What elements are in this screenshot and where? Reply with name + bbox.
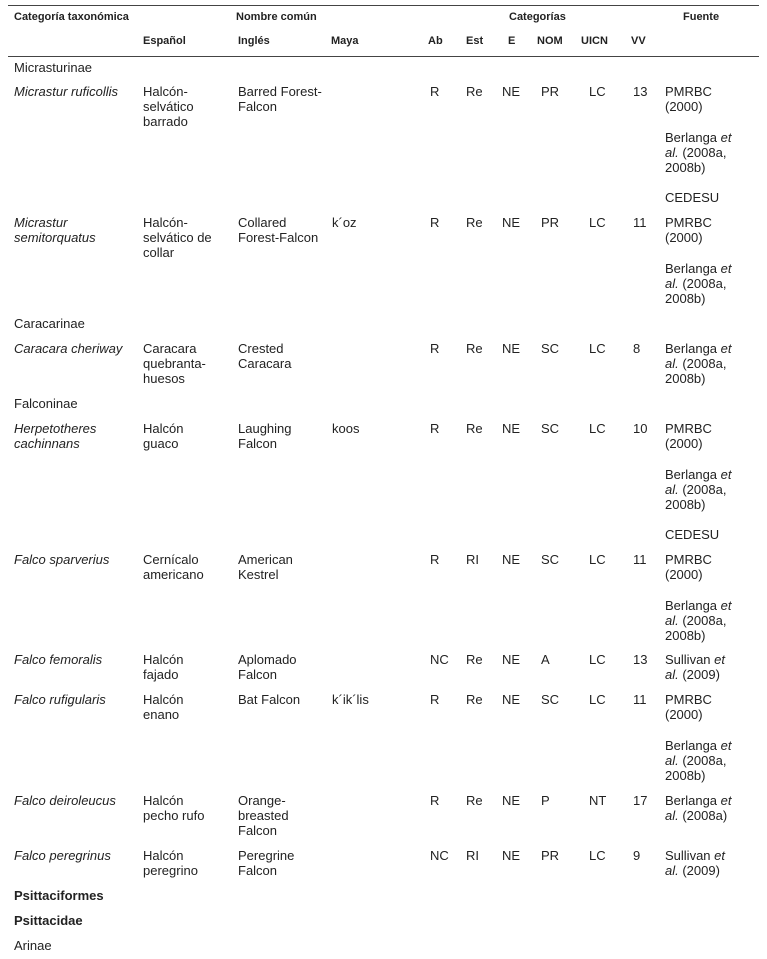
header-maya: Maya — [331, 35, 359, 47]
e-value: NE — [502, 421, 521, 436]
scientific-name-line: Caracara cheriway — [14, 341, 123, 356]
header-uicn: UICN — [581, 35, 608, 47]
source-entry: PMRBC (2000) — [665, 552, 712, 582]
spanish-name — [143, 552, 204, 582]
e-value: NE — [502, 848, 521, 863]
spanish-name-line: peregrino — [143, 863, 198, 878]
scientific-name — [14, 793, 116, 808]
header-espanol: Español — [143, 35, 186, 47]
spanish-name — [143, 692, 183, 722]
vv-value: 13 — [633, 652, 648, 667]
uicn-value: LC — [589, 215, 606, 230]
header-vv: VV — [631, 35, 646, 47]
scientific-name-line: Micrastur — [14, 215, 68, 230]
scientific-name-line: Herpetotheres — [14, 421, 97, 436]
ab-value: R — [430, 421, 440, 436]
scientific-name-line: Falco rufigularis — [14, 692, 106, 707]
english-name-line: Laughing — [238, 421, 292, 436]
spanish-name-line: guaco — [143, 436, 179, 451]
english-name — [238, 793, 289, 838]
source-entry: PMRBC (2000) — [665, 215, 712, 245]
vv-value: 10 — [633, 421, 648, 436]
english-name-line: Crested — [238, 341, 284, 356]
spanish-name — [143, 215, 212, 260]
spanish-name-line: huesos — [143, 371, 185, 386]
e-value: NE — [502, 341, 521, 356]
scientific-name — [14, 692, 106, 707]
scientific-name — [14, 552, 109, 567]
e-value: NE — [502, 552, 521, 567]
est-value: Re — [466, 341, 483, 356]
scientific-name — [14, 341, 122, 356]
ab-value: R — [430, 84, 440, 99]
spanish-name-line: quebranta- — [143, 356, 206, 371]
uicn-value: LC — [589, 84, 606, 99]
nom-value: SC — [541, 692, 560, 707]
scientific-name-line: Falco deiroleucus — [14, 793, 116, 808]
spanish-name — [143, 848, 198, 878]
est-value: Re — [466, 215, 483, 230]
nom-value: SC — [541, 552, 560, 567]
english-name — [238, 341, 291, 371]
nom-value: PR — [541, 848, 560, 863]
group-caracarinae: Caracarinae — [14, 316, 85, 331]
header-est: Est — [466, 35, 484, 47]
spanish-name — [143, 652, 183, 682]
nom-value: SC — [541, 421, 560, 436]
spanish-name — [143, 421, 183, 451]
header-categoria-taxonomica: Categoría taxonómica — [14, 11, 129, 23]
group-psittaciformes: Psittaciformes — [14, 888, 104, 903]
est-value: RI — [466, 552, 479, 567]
spanish-name-line: Halcón — [143, 421, 184, 436]
scientific-name-line: Micrastur ruficollis — [14, 84, 119, 99]
est-value: Re — [466, 652, 483, 667]
english-name-line: Forest-Falcon — [238, 230, 319, 245]
english-name-line: Orange- — [238, 793, 286, 808]
uicn-value: NT — [589, 793, 607, 808]
english-name-line: Falcon — [238, 436, 278, 451]
vv-value: 11 — [633, 692, 647, 707]
spanish-name — [143, 84, 194, 129]
english-name-line: Collared — [238, 215, 287, 230]
uicn-value: LC — [589, 421, 606, 436]
spanish-name-line: pecho rufo — [143, 808, 205, 823]
header-categorias: Categorías — [509, 11, 566, 23]
english-name-line: Aplomado — [238, 652, 297, 667]
english-name-line: Peregrine — [238, 848, 295, 863]
ab-value: R — [430, 793, 440, 808]
vv-value: 11 — [633, 215, 647, 230]
ab-value: R — [430, 341, 440, 356]
e-value: NE — [502, 692, 521, 707]
english-name-line: Bat Falcon — [238, 692, 301, 707]
est-value: Re — [466, 692, 483, 707]
uicn-value: LC — [589, 848, 606, 863]
group-falconinae: Falconinae — [14, 396, 78, 411]
e-value: NE — [502, 215, 521, 230]
spanish-name-line: Halcón — [143, 793, 184, 808]
scientific-name-line: Falco peregrinus — [14, 848, 111, 863]
scientific-name — [14, 652, 102, 667]
spanish-name-line: collar — [143, 245, 175, 260]
ab-value: NC — [430, 848, 449, 863]
english-name-line: American — [238, 552, 293, 567]
source-entry: Berlanga et al. (2008a, 2008b) — [665, 261, 732, 306]
ab-value: NC — [430, 652, 449, 667]
spanish-name — [143, 341, 206, 386]
english-name-line: Caracara — [238, 356, 292, 371]
spanish-name-line: Halcón — [143, 848, 184, 863]
source-entry: Berlanga et al. (2008a, 2008b) — [665, 341, 732, 386]
english-name-line: Kestrel — [238, 567, 279, 582]
spanish-name-line: fajado — [143, 667, 179, 682]
maya-name: koos — [332, 421, 360, 436]
table-top-rule — [8, 5, 759, 6]
spanish-name-line: Halcón- — [143, 84, 188, 99]
vv-value: 17 — [633, 793, 648, 808]
header-ingles: Inglés — [238, 35, 270, 47]
e-value: NE — [502, 84, 521, 99]
scientific-name — [14, 215, 96, 245]
english-name-line: Falcon — [238, 99, 278, 114]
english-name — [238, 552, 293, 582]
scientific-name-line: Falco femoralis — [14, 652, 103, 667]
group-psittacidae: Psittacidae — [14, 913, 83, 928]
spanish-name — [143, 793, 204, 823]
spanish-name-line: enano — [143, 707, 180, 722]
source-entry: Berlanga et al. (2008a, 2008b) — [665, 130, 732, 175]
english-name-line: breasted — [238, 808, 289, 823]
vv-value: 9 — [633, 848, 641, 863]
source-entry: Berlanga et al. (2008a, 2008b) — [665, 598, 732, 643]
source-entry: Sullivan et al. (2009) — [665, 652, 725, 682]
nom-value: PR — [541, 215, 560, 230]
english-name — [238, 692, 300, 707]
uicn-value: LC — [589, 552, 606, 567]
maya-name: k´ik´lis — [332, 692, 369, 707]
vv-value: 13 — [633, 84, 648, 99]
group-arinae: Arinae — [14, 938, 52, 953]
english-name-line: Falcon — [238, 667, 278, 682]
english-name-line: Barred Forest- — [238, 84, 322, 99]
source-entry: Sullivan et al. (2009) — [665, 848, 725, 878]
spanish-name-line: Cernícalo — [143, 552, 199, 567]
est-value: Re — [466, 84, 483, 99]
ab-value: R — [430, 215, 440, 230]
source-entry: Berlanga et al. (2008a) — [665, 793, 732, 823]
english-name-line: Falcon — [238, 823, 278, 838]
est-value: Re — [466, 793, 483, 808]
spanish-name-line: selvático — [143, 99, 194, 114]
source-entry: CEDESU — [665, 190, 720, 205]
uicn-value: LC — [589, 341, 606, 356]
header-fuente: Fuente — [683, 11, 720, 23]
spanish-name-line: Halcón — [143, 652, 184, 667]
spanish-name-line: Caracara — [143, 341, 197, 356]
est-value: Re — [466, 421, 483, 436]
nom-value: PR — [541, 84, 560, 99]
ab-value: R — [430, 692, 440, 707]
spanish-name-line: Halcón — [143, 692, 184, 707]
scientific-name — [14, 84, 118, 99]
scientific-name-line: semitorquatus — [14, 230, 96, 245]
spanish-name-line: barrado — [143, 114, 188, 129]
scientific-name — [14, 421, 96, 451]
source-entry: Berlanga et al. (2008a, 2008b) — [665, 467, 732, 512]
english-name — [238, 652, 297, 682]
english-name-line: Falcon — [238, 863, 278, 878]
nom-value: A — [541, 652, 550, 667]
header-ab: Ab — [428, 35, 443, 47]
e-value: NE — [502, 652, 521, 667]
header-nombre-comun: Nombre común — [236, 11, 317, 23]
e-value: NE — [502, 793, 521, 808]
vv-value: 11 — [633, 552, 647, 567]
scientific-name-line: Falco sparverius — [14, 552, 110, 567]
uicn-value: LC — [589, 692, 606, 707]
scientific-name-line: cachinnans — [14, 436, 80, 451]
group-micrasturinae: Micrasturinae — [14, 60, 93, 75]
nom-value: SC — [541, 341, 560, 356]
spanish-name-line: selvático de — [143, 230, 212, 245]
uicn-value: LC — [589, 652, 606, 667]
english-name — [238, 84, 322, 114]
vv-value: 8 — [633, 341, 641, 356]
est-value: RI — [466, 848, 479, 863]
english-name — [238, 848, 294, 878]
english-name — [238, 215, 318, 245]
source-entry: PMRBC (2000) — [665, 84, 712, 114]
source-entry: Berlanga et al. (2008a, 2008b) — [665, 738, 732, 783]
source-entry: PMRBC (2000) — [665, 421, 712, 451]
maya-name: k´oz — [332, 215, 357, 230]
spanish-name-line: americano — [143, 567, 204, 582]
scientific-name — [14, 848, 111, 863]
spanish-name-line: Halcón- — [143, 215, 188, 230]
english-name — [238, 421, 292, 451]
source-entry: PMRBC (2000) — [665, 692, 712, 722]
header-nom: NOM — [537, 35, 563, 47]
nom-value: P — [541, 793, 550, 808]
header-bottom-rule — [8, 56, 759, 57]
header-e: E — [508, 35, 516, 47]
source-entry: CEDESU — [665, 527, 720, 542]
ab-value: R — [430, 552, 440, 567]
